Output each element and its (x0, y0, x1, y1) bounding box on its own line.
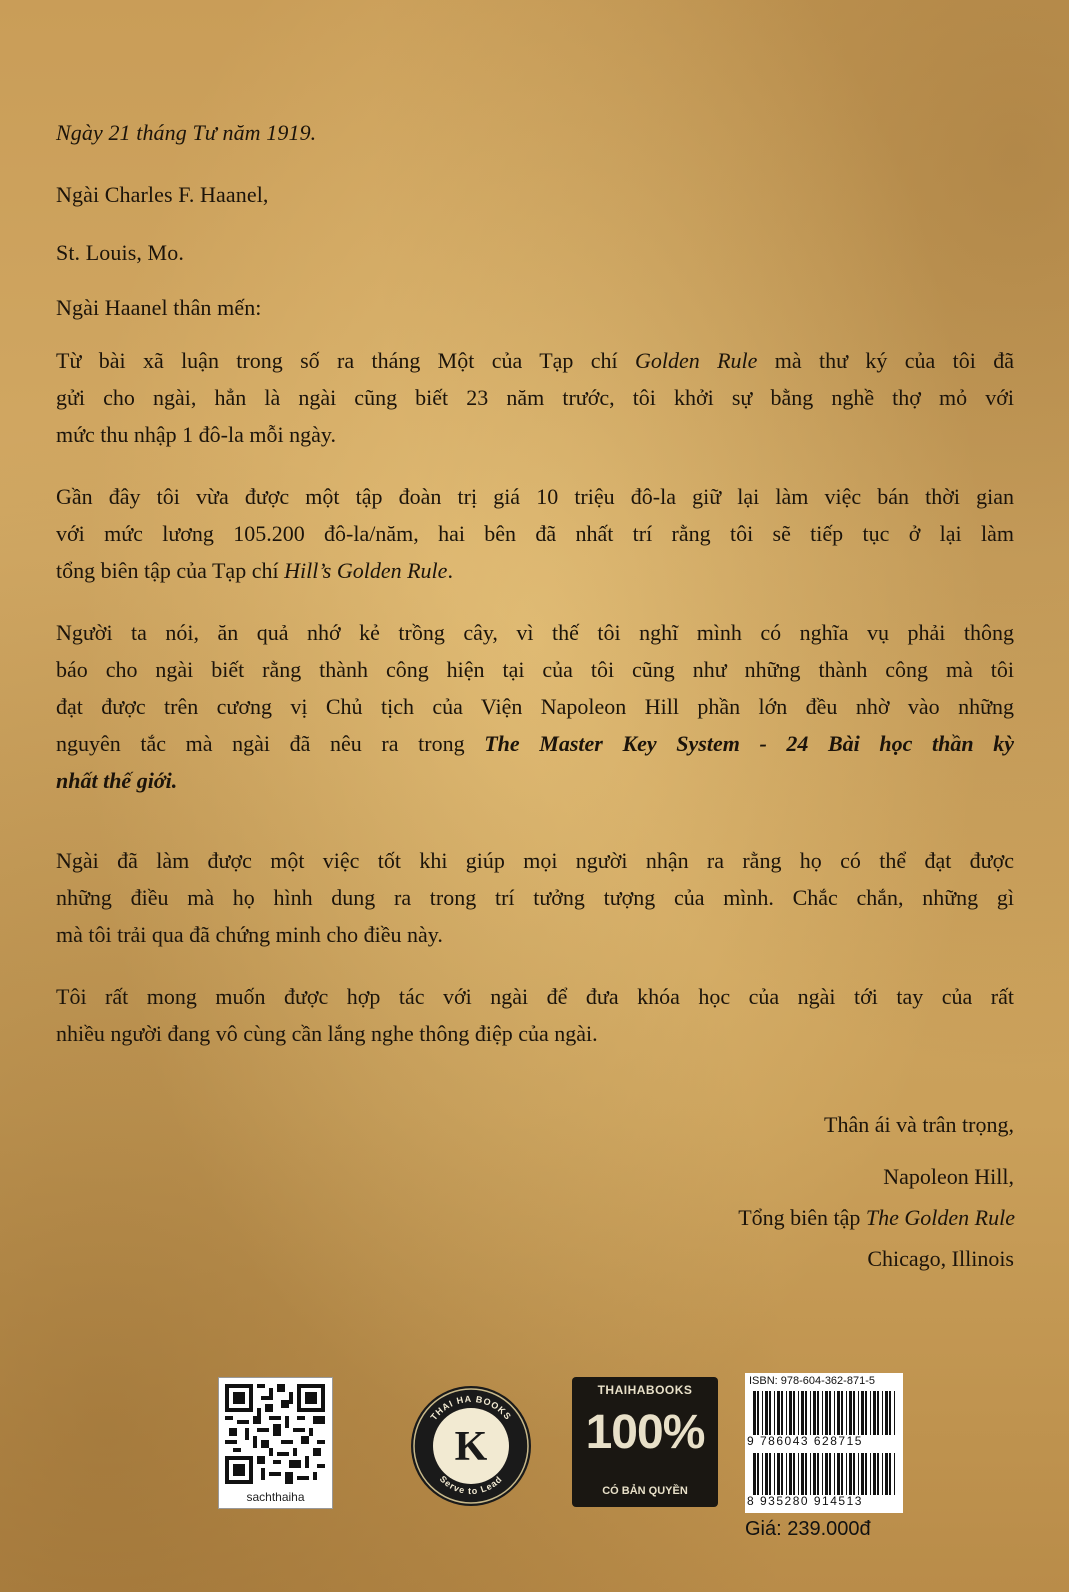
paragraph-4-line-1: Ngài đã làm được một việc tốt khi giúp mọi người nhận ra rằng họ có thể đạt được (56, 848, 1014, 873)
paragraph-3-line-2: báo cho ngài biết rằng thành công hiện tại của tôi cũng như những thành công mà tôi (56, 657, 1014, 682)
paragraph-1-line-2: gửi cho ngài, hẳn là ngài cũng biết 23 năm trước, tôi khởi sự bằng nghề thợ mỏ với (56, 385, 1014, 410)
isbn-barcode-digits: 9 786043 628715 (747, 1434, 863, 1448)
copyright-percent: 100% (585, 1406, 705, 1459)
publisher-seal-logo (411, 1386, 531, 1506)
paragraph-4-line-3: mà tôi trải qua đã chứng minh cho điều này. (56, 922, 443, 947)
svg-text:K: K (454, 1424, 488, 1470)
paragraph-5 (56, 978, 1014, 1052)
isbn-barcode-icon (749, 1391, 899, 1435)
seal-emblem-icon (433, 1408, 509, 1484)
paragraph-2-line-3: tổng biên tập của Tạp chí Hill’s Golden Rule. (56, 558, 453, 583)
recipient-city: St. Louis, Mo. (56, 240, 184, 265)
paragraph-3-line-5: nhất thế giới. (56, 768, 178, 793)
barcode-block (745, 1373, 903, 1513)
recipient-name: Ngài Charles F. Haanel, (56, 182, 269, 207)
ean-barcode-icon (749, 1453, 899, 1495)
closing: Thân ái và trân trọng, (824, 1112, 1014, 1137)
paragraph-4 (56, 842, 1014, 953)
qr-code-icon (225, 1384, 325, 1484)
paragraph-5-line-2: nhiều người đang vô cùng cần lắng nghe thông điệp của ngài. (56, 1021, 598, 1046)
signer-location: Chicago, Illinois (867, 1246, 1014, 1271)
paragraph-5-line-1: Tôi rất mong muốn được hợp tác với ngài để đưa khóa học của ngài tới tay của rất (56, 984, 1014, 1009)
copyright-label: CÓ BẢN QUYỀN (602, 1485, 688, 1497)
paragraph-2 (56, 478, 1014, 589)
qr-code-block[interactable] (218, 1377, 333, 1509)
qr-label: sachthaiha (246, 1490, 305, 1504)
signer-name: Napoleon Hill, (883, 1164, 1014, 1189)
salutation: Ngài Haanel thân mến: (56, 295, 262, 320)
paragraph-1 (56, 342, 1014, 453)
copyright-badge (572, 1377, 718, 1507)
seal-center (433, 1408, 509, 1484)
letter-date: Ngày 21 tháng Tư năm 1919. (56, 120, 317, 145)
isbn-text: ISBN: 978-604-362-871-5 (749, 1375, 875, 1387)
svg-text:THAI HA BOOKS: THAI HA BOOKS (428, 1393, 514, 1423)
price: Giá: 239.000đ (745, 1518, 871, 1540)
paragraph-3-line-3: đạt được trên cương vị Chủ tịch của Viện Napoleon Hill phần lớn đều nhờ vào những (56, 694, 1014, 719)
signer-title: Tổng biên tập The Golden Rule (738, 1205, 1015, 1230)
paragraph-4-line-2: những điều mà họ hình dung ra trong trí tưởng tượng của mình. Chắc chắn, những gì (56, 885, 1014, 910)
paragraph-3-line-4: nguyên tắc mà ngài đã nêu ra trong The Master Key System - 24 Bài học thần kỳ (56, 731, 1015, 756)
paragraph-2-line-1: Gần đây tôi vừa được một tập đoàn trị giá 10 triệu đô-la giữ lại làm việc bán thời gian (56, 484, 1014, 509)
paragraph-2-line-2: với mức lương 105.200 đô-la/năm, hai bên đã nhất trí rằng tôi sẽ tiếp tục ở lại làm (56, 521, 1014, 546)
svg-text:Serve to Lead: Serve to Lead (437, 1473, 505, 1497)
paragraph-3-line-1: Người ta nói, ăn quả nhớ kẻ trồng cây, vì thế tôi nghĩ mình có nghĩa vụ phải thông (56, 620, 1014, 645)
paragraph-1-line-1: Từ bài xã luận trong số ra tháng Một của Tạp chí Golden Rule mà thư ký của tôi đã (56, 348, 1014, 373)
ean-barcode-digits: 8 935280 914513 (747, 1494, 863, 1508)
paragraph-1-line-3: mức thu nhập 1 đô-la mỗi ngày. (56, 422, 336, 447)
paragraph-3 (56, 614, 1014, 799)
copyright-brand: THAIHABOOKS (597, 1383, 693, 1397)
